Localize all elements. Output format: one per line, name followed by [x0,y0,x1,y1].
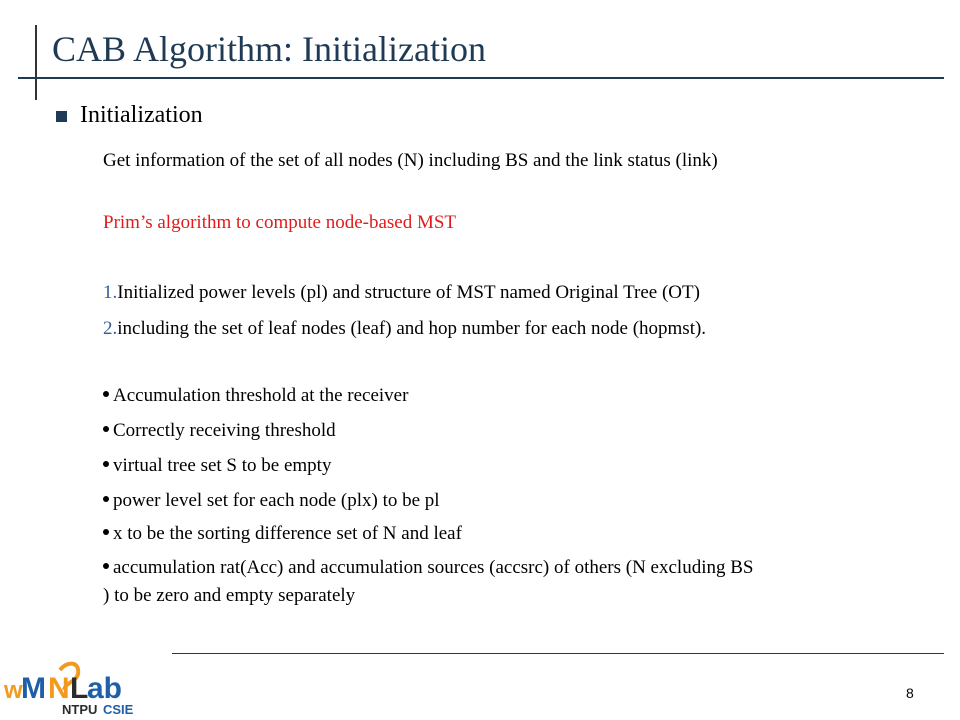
svg-text:ab: ab [87,672,123,705]
list-item [103,523,462,545]
wmnlab-logo [4,660,174,720]
list-item-text: virtual tree set S to be empty [113,455,332,476]
svg-text:w: w [4,677,23,704]
step-2 [103,318,706,340]
dot-bullet-icon [103,529,109,535]
prim-line: Prim’s algorithm to compute node-based MST [103,212,457,233]
square-bullet-icon [56,111,67,122]
footer-rule [172,653,944,654]
dot-bullet-icon [103,496,109,502]
list-item-continuation: ) to be zero and empty separately [103,585,356,606]
title-underline [18,77,944,79]
list-item [103,455,331,477]
svg-text:CSIE: CSIE [103,702,134,717]
step-1-text: Initialized power levels (pl) and structure of MST named Original Tree (OT) [117,282,700,303]
dot-bullet-icon [103,461,109,467]
dot-bullet-icon [103,426,109,432]
list-item [103,420,336,442]
page-number: 8 [906,685,914,701]
list-item [103,557,753,579]
list-item-text: x to be the sorting difference set of N and leaf [113,523,462,544]
left-vertical-rule [35,25,37,100]
list-item-text: power level set for each node (plx) to be pl [113,490,440,511]
section-heading: Initialization [80,102,203,128]
info-line: Get information of the set of all nodes (N) including BS and the link status (link) [103,150,718,171]
list-item-text: Accumulation threshold at the receiver [113,385,409,406]
list-item-text: accumulation rat(Acc) and accumulation sources (accsrc) of others (N excluding BS [113,557,754,578]
dot-bullet-icon [103,563,109,569]
step-1-number: 1. [103,282,118,303]
svg-text:NTPU: NTPU [62,702,98,717]
svg-text:L: L [70,672,89,705]
list-item [103,490,440,512]
slide-title: CAB Algorithm: Initialization [52,29,486,69]
svg-text:N: N [48,672,70,705]
dot-bullet-icon [103,391,109,397]
step-2-text: including the set of leaf nodes (leaf) and hop number for each node (hopmst). [117,318,707,339]
step-1 [103,282,700,304]
list-item-text: Correctly receiving threshold [113,420,336,441]
svg-text:M: M [21,672,46,705]
step-2-number: 2. [103,318,118,339]
list-item [103,385,408,407]
